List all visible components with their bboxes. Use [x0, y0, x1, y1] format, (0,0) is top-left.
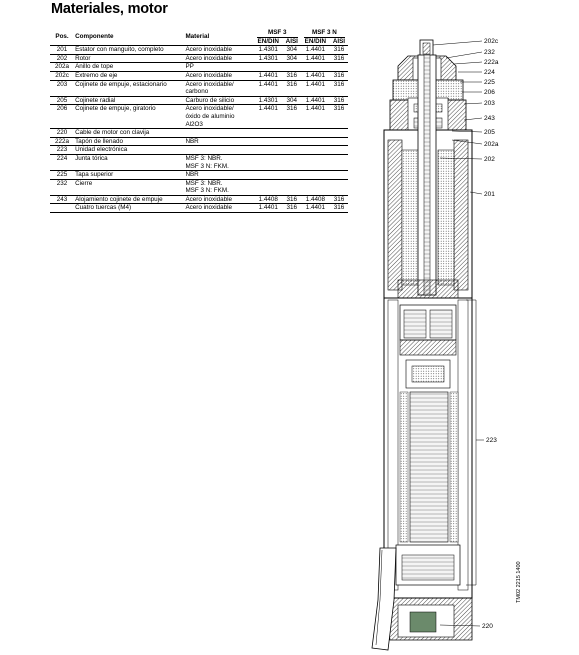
- material-line: MSF 3 N: FKM.: [185, 162, 229, 170]
- callout-206: 206: [484, 89, 495, 96]
- cell-msf3n-en-din: 1.4408: [301, 195, 330, 204]
- page-title: Materiales, motor: [51, 1, 168, 17]
- cell-msf3-en-din: 1.4401: [254, 204, 283, 213]
- cell-component: Cable de motor con clavija: [74, 129, 184, 138]
- cell-component: Cierre: [74, 179, 184, 195]
- material-line: NBR: [185, 137, 199, 145]
- callout-205: 205: [484, 129, 495, 136]
- cell-msf3-en-din: 1.4401: [254, 105, 283, 129]
- cell-msf3n-en-din: 1.4401: [301, 46, 330, 55]
- cell-component: Junta tórica: [74, 154, 184, 170]
- cell-msf3-en-din: 1.4301: [254, 96, 283, 105]
- cell-component: Unidad electrónica: [74, 146, 184, 155]
- cell-pos: 224: [50, 154, 74, 170]
- callout-203: 203: [484, 100, 495, 107]
- cell-msf3n-aisi: 316: [330, 46, 348, 55]
- cell-msf3-en-din: 1.4301: [254, 46, 283, 55]
- callout-232: 232: [484, 49, 495, 56]
- cell-pos: 201: [50, 46, 74, 55]
- cell-msf3n-aisi: 316: [330, 195, 348, 204]
- cell-msf3-aisi: 316: [283, 204, 301, 213]
- callout-243: 243: [484, 115, 495, 122]
- material-line: Carburo de silicio: [185, 96, 235, 104]
- cell-component: Anillo de tope: [74, 63, 184, 72]
- electronics-housing: [384, 298, 472, 598]
- material-line: Acero inoxidable: [185, 71, 232, 79]
- cell-pos: 223: [50, 146, 74, 155]
- cell-msf3n-en-din: 1.4401: [301, 80, 330, 96]
- header-en-din-2: EN/DIN: [304, 37, 327, 45]
- header-msf3n-label: MSF 3 N: [304, 29, 345, 38]
- cell-pos: 243: [50, 195, 74, 204]
- drawing-reference: TM02 2215 1400: [516, 561, 522, 603]
- cell-component: Cojinete de empuje, estacionario: [74, 80, 184, 96]
- cell-msf3n-aisi: 316: [330, 204, 348, 213]
- cell-component: Cojinete de empuje, giratorio: [74, 105, 184, 129]
- cell-pos: 225: [50, 171, 74, 180]
- cell-msf3-aisi: 304: [283, 96, 301, 105]
- cell-msf3-aisi: 316: [283, 195, 301, 204]
- cell-pos: 206: [50, 105, 74, 129]
- cell-pos: 205: [50, 96, 74, 105]
- callout-220: 220: [482, 623, 493, 630]
- cell-msf3n-aisi: 316: [330, 54, 348, 63]
- header-component: Componente: [75, 33, 114, 41]
- cell-component: Tapa superior: [74, 171, 184, 180]
- cell-msf3-en-din: 1.4408: [254, 195, 283, 204]
- cell-msf3n-en-din: 1.4401: [301, 71, 330, 80]
- cell-msf3n-aisi: 316: [330, 80, 348, 96]
- material-line: óxido de aluminio: [185, 112, 235, 120]
- cell-msf3n-en-din: 1.4401: [301, 96, 330, 105]
- cell-msf3n-aisi: 316: [330, 71, 348, 80]
- cell-msf3-aisi: 304: [283, 54, 301, 63]
- material-line: NBR: [185, 171, 199, 179]
- header-material: Material: [185, 33, 210, 41]
- cell-msf3-aisi: 316: [283, 80, 301, 96]
- cell-msf3-en-din: 1.4301: [254, 54, 283, 63]
- material-line: carbono: [185, 88, 209, 96]
- cell-msf3n-en-din: 1.4401: [301, 105, 330, 129]
- cell-msf3n-aisi: 316: [330, 105, 348, 129]
- header-en-din-1: EN/DIN: [257, 37, 279, 45]
- callout-201: 201: [484, 191, 495, 198]
- callout-225: 225: [484, 79, 495, 86]
- callout-202: 202: [484, 156, 495, 163]
- callout-202a: 202a: [484, 141, 499, 148]
- material-line: Acero inoxidable: [185, 195, 232, 203]
- cell-msf3-aisi: 316: [283, 71, 301, 80]
- callout-224: 224: [484, 69, 495, 76]
- material-line: Al2O3: [185, 120, 203, 128]
- cell-component: Cuatro tuercas (M4): [74, 204, 184, 213]
- callout-223: 223: [486, 437, 497, 444]
- material-line: Acero inoxidable: [185, 204, 232, 212]
- header-msf3-label: MSF 3: [257, 29, 298, 38]
- cell-msf3-en-din: 1.4401: [254, 80, 283, 96]
- material-line: MSF 3 N: FKM.: [185, 187, 229, 195]
- cell-msf3n-en-din: 1.4401: [301, 54, 330, 63]
- cell-component: Cojinete radial: [74, 96, 184, 105]
- header-aisi-1: AISI: [285, 37, 298, 45]
- cell-msf3n-en-din: 1.4401: [301, 204, 330, 213]
- cell-component: Estator con manguito, completo: [74, 46, 184, 55]
- cell-pos: 222a: [50, 137, 74, 146]
- callout-labels: [482, 38, 499, 630]
- cell-component: Tapón de llenado: [74, 137, 184, 146]
- header-pos: Pos.: [55, 33, 69, 41]
- cell-pos: 202a: [50, 63, 74, 72]
- cell-pos: 202c: [50, 71, 74, 80]
- cell-msf3-en-din: 1.4401: [254, 71, 283, 80]
- cell-component: Rotor: [74, 54, 184, 63]
- cell-pos: 202: [50, 54, 74, 63]
- material-line: MSF 3: NBR.: [185, 179, 223, 187]
- cell-component: Extremo de eje: [74, 71, 184, 80]
- cell-pos: 203: [50, 80, 74, 96]
- cell-pos: 220: [50, 129, 74, 138]
- material-line: PP: [185, 63, 194, 71]
- callout-202c: 202c: [484, 38, 499, 45]
- cell-pos: 232: [50, 179, 74, 195]
- cell-msf3n-aisi: 316: [330, 96, 348, 105]
- cell-component: Alojamiento cojinete de empuje: [74, 195, 184, 204]
- material-line: Acero inoxidable/: [185, 105, 234, 113]
- cell-msf3-aisi: 316: [283, 105, 301, 129]
- material-line: Acero inoxidable/: [185, 80, 234, 88]
- callout-222a: 222a: [484, 59, 499, 66]
- cell-msf3-aisi: 304: [283, 46, 301, 55]
- shaft-end: [420, 40, 433, 57]
- header-aisi-2: AISI: [332, 37, 346, 45]
- material-line: MSF 3: NBR.: [185, 154, 223, 162]
- material-line: Acero inoxidable: [185, 54, 232, 62]
- material-line: Acero inoxidable: [185, 46, 232, 54]
